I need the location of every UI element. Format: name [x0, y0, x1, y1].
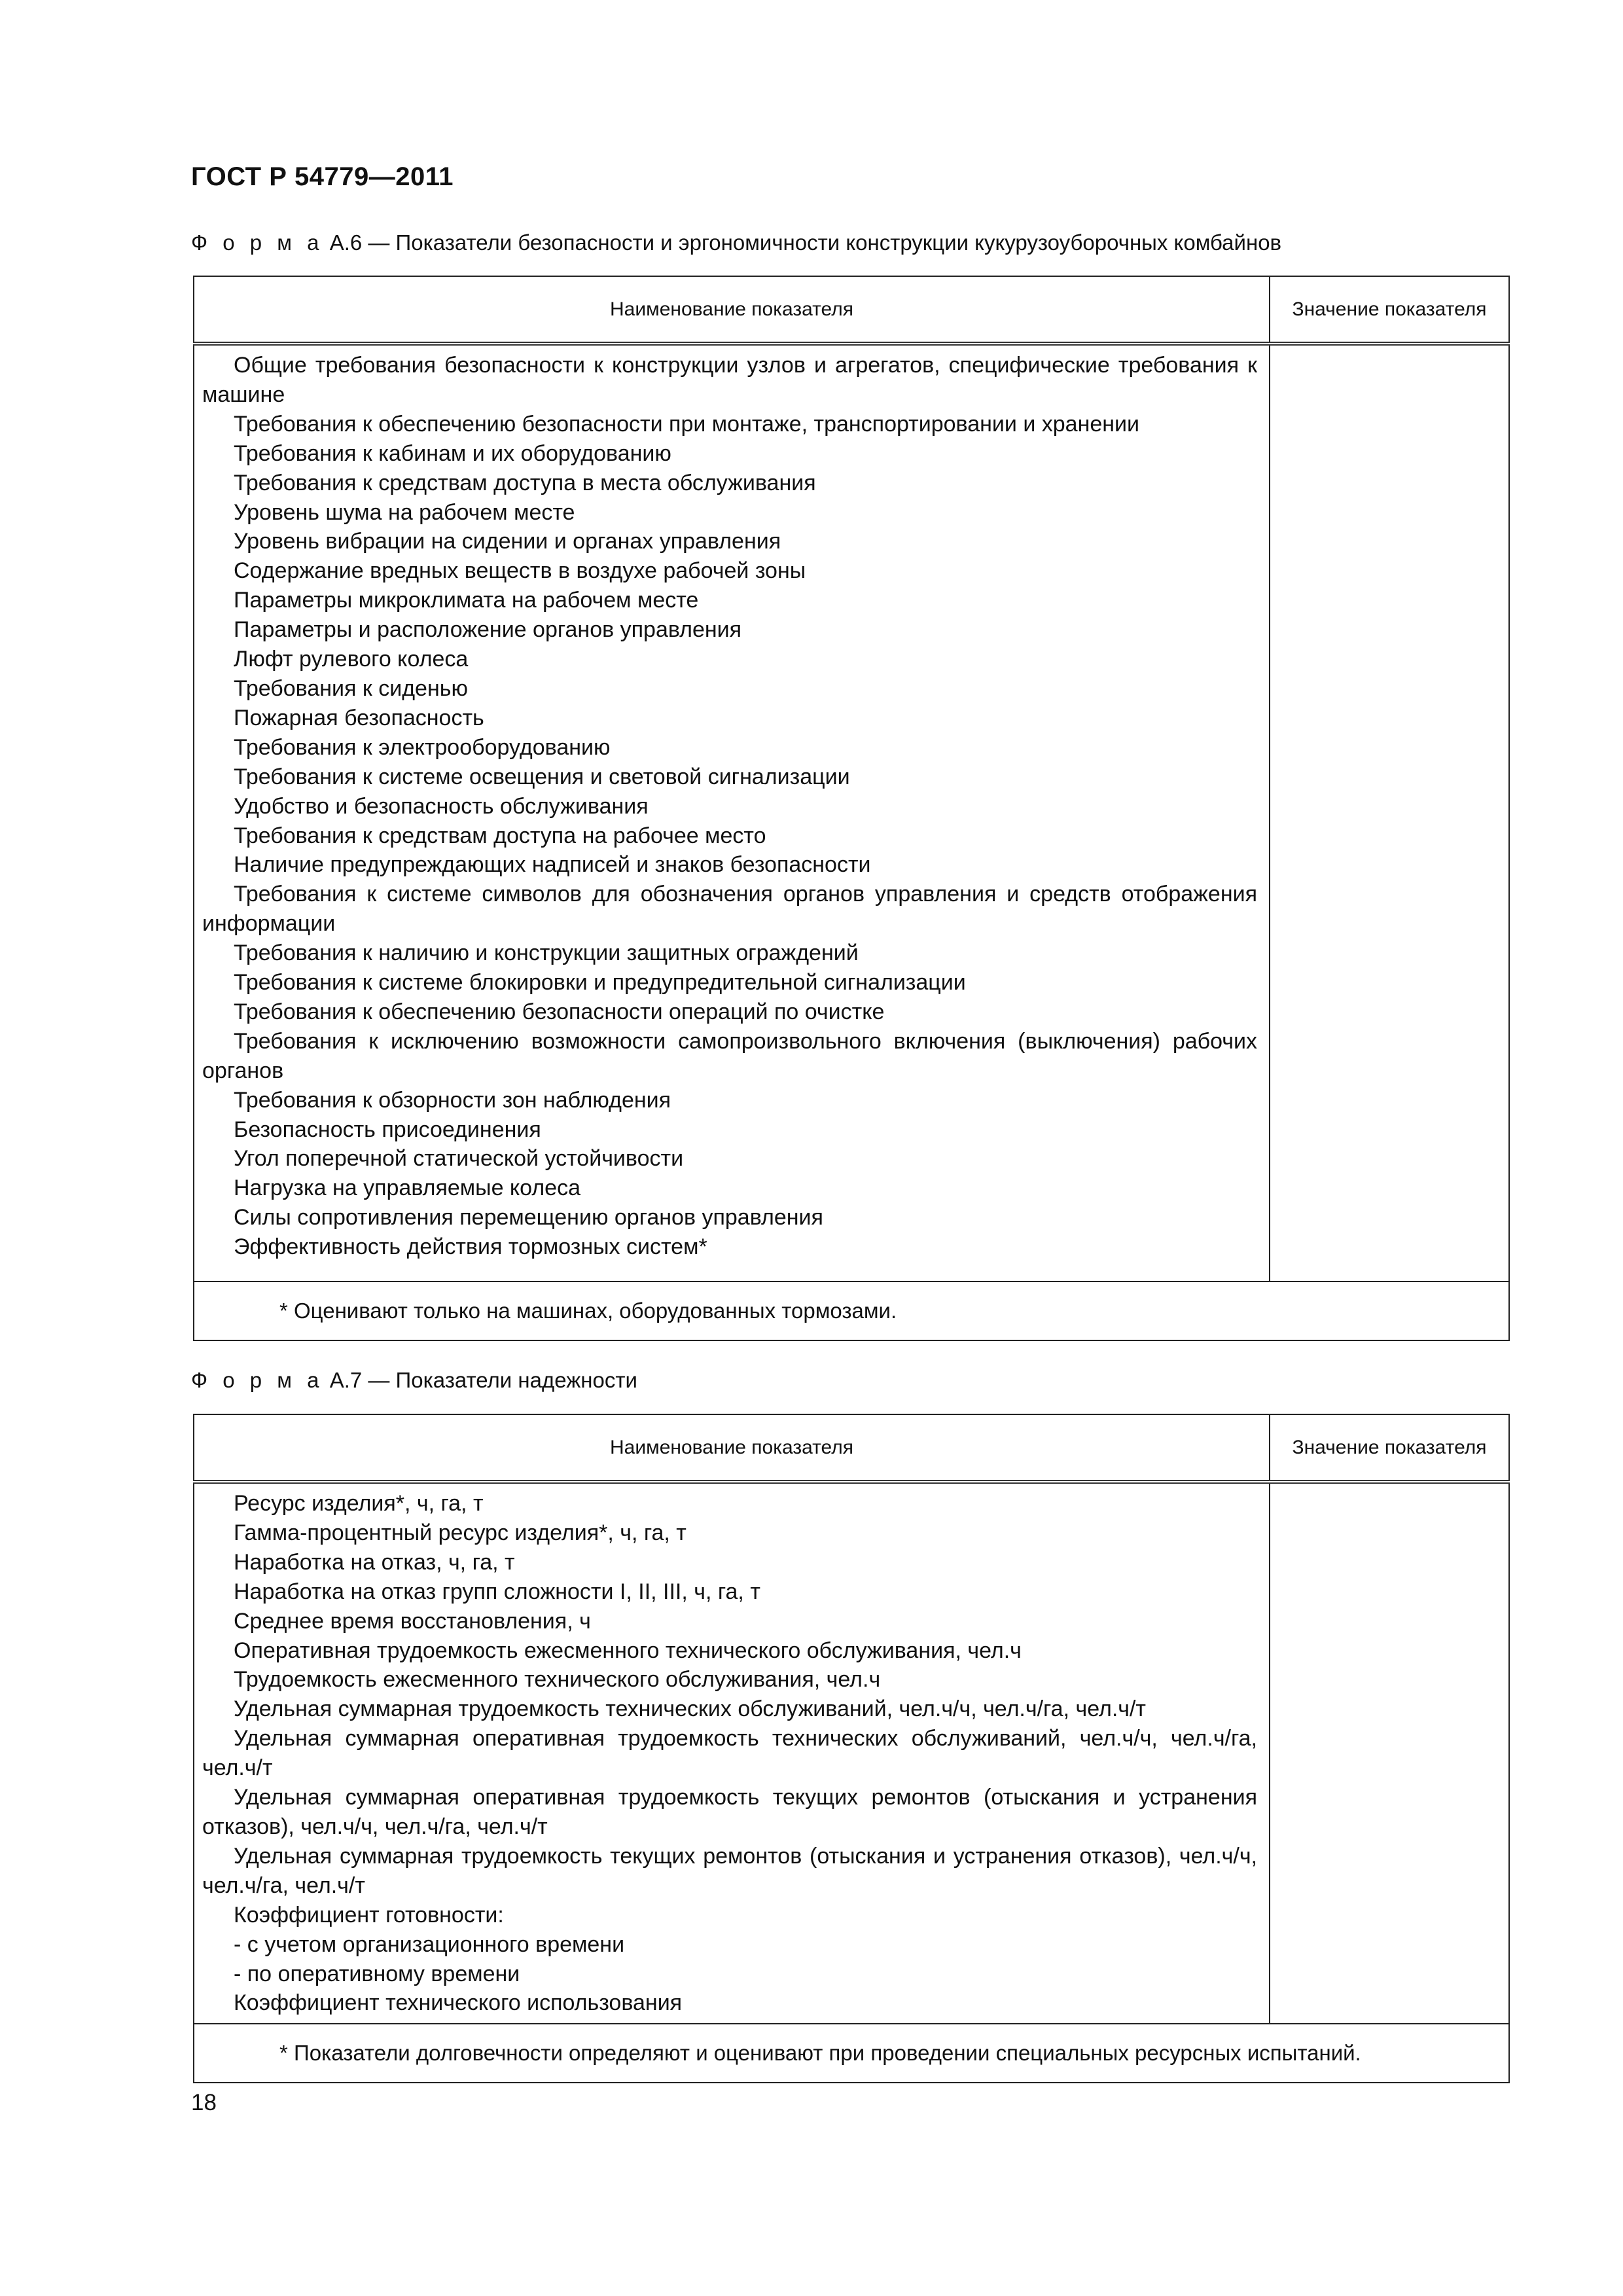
- list-item: Требования к обеспечению безопасности операций по очистке: [234, 999, 885, 1024]
- list-item: Требования к обзорности зон наблюдения: [234, 1087, 671, 1113]
- list-item: Удельная суммарная трудоемкость технических обслуживаний, чел.ч/ч, чел.ч/га, чел.ч/т: [234, 1696, 1146, 1722]
- list-item: Коэффициент технического использования: [234, 1990, 683, 2016]
- form-a6-caption: [191, 230, 1281, 255]
- list-item: Требования к обеспечению безопасности при монтаже, транспортировании и хранении: [234, 411, 1140, 437]
- list-item: - с учетом организационного времени: [234, 1931, 625, 1957]
- list-item: Уровень вибрации на сидении и органах управления: [234, 529, 781, 554]
- list-item: Безопасность присоединения: [234, 1117, 541, 1142]
- list-item: Параметры микроклимата на рабочем месте: [234, 588, 699, 613]
- list-item: Гамма-процентный ресурс изделия*, ч, га, т: [234, 1520, 687, 1545]
- list-item: Требования к наличию и конструкции защитных ограждений: [234, 941, 859, 966]
- list-item: Эффективность действия тормозных систем*: [234, 1234, 707, 1260]
- form-a6-body-row: [194, 344, 1509, 1282]
- list-item: Нагрузка на управляемые колеса: [234, 1175, 581, 1201]
- list-item: Пожарная безопасность: [234, 705, 484, 730]
- form-a7-header-row: [194, 1414, 1509, 1482]
- list-item: Наличие предупреждающих надписей и знаков безопасности: [234, 852, 871, 878]
- list-item: Требования к средствам доступа в места обслуживания: [234, 470, 816, 495]
- list-item: Уровень шума на рабочем месте: [234, 499, 575, 525]
- form-a6-caption-label: Ф о р м а: [191, 230, 324, 255]
- list-item: Требования к кабинам и их оборудованию: [234, 440, 671, 466]
- form-a6-footnote-row: [194, 1282, 1509, 1340]
- form-a6-col-value: Значение показателя: [1270, 276, 1509, 344]
- form-a7-col-name: Наименование показателя: [194, 1414, 1270, 1482]
- list-item: Требования к системе символов для обозначения органов управления и средств отображения информации: [202, 882, 1257, 937]
- form-a6-items: [194, 344, 1270, 1282]
- list-item: Требования к исключению возможности самопроизвольного включения (выключения) рабочих органов: [202, 1028, 1257, 1083]
- list-item: Содержание вредных веществ в воздухе рабочей зоны: [234, 558, 806, 584]
- form-a6-value-cell: [1270, 344, 1509, 1282]
- list-item: Параметры и расположение органов управления: [234, 617, 742, 643]
- list-item: Ресурс изделия*, ч, га, т: [234, 1491, 484, 1516]
- list-item: Удельная суммарная оперативная трудоемкость текущих ремонтов (отыскания и устранения отказов), чел.ч/ч, чел.ч/га, чел.ч/т: [202, 1785, 1257, 1839]
- list-item: Оперативная трудоемкость ежесменного технического обслуживания, чел.ч: [234, 1638, 1022, 1663]
- list-item: Общие требования безопасности к конструкции узлов и агрегатов, специфические требования к машине: [202, 353, 1257, 407]
- list-item: Удельная суммарная оперативная трудоемкость технических обслуживаний, чел.ч/ч, чел.ч/га, чел.ч/т: [202, 1726, 1257, 1781]
- list-item: Силы сопротивления перемещению органов управления: [234, 1205, 823, 1230]
- form-a7-caption: [191, 1368, 637, 1393]
- form-a6-footnote: * Оценивают только на машинах, оборудованных тормозами.: [194, 1282, 1509, 1340]
- form-a7-value-cell: [1270, 1482, 1509, 2024]
- form-a7-caption-text: А.7 — Показатели надежности: [329, 1368, 637, 1392]
- list-item: Требования к средствам доступа на рабочее место: [234, 823, 766, 848]
- list-item: Требования к системе освещения и световой сигнализации: [234, 764, 850, 789]
- form-a7-table: [193, 1414, 1510, 2083]
- form-a6-col-name: Наименование показателя: [194, 276, 1270, 344]
- list-item: Удобство и безопасность обслуживания: [234, 793, 649, 819]
- form-a7-body-row: [194, 1482, 1509, 2024]
- list-item: - по оперативному времени: [234, 1961, 520, 1986]
- page-number: 18: [191, 2090, 217, 2115]
- form-a6-header-row: [194, 276, 1509, 344]
- list-item: Трудоемкость ежесменного технического обслуживания, чел.ч: [234, 1667, 881, 1693]
- form-a7-footnote-row: [194, 2024, 1509, 2083]
- list-item: Коэффициент готовности:: [234, 1902, 504, 1928]
- list-item: Требования к электрооборудованию: [234, 734, 611, 760]
- list-item: Требования к системе блокировки и предупредительной сигнализации: [234, 970, 966, 996]
- form-a7-col-value: Значение показателя: [1270, 1414, 1509, 1482]
- list-item: Угол поперечной статической устойчивости: [234, 1146, 684, 1172]
- form-a7-caption-label: Ф о р м а: [191, 1368, 324, 1392]
- list-item: Наработка на отказ групп сложности I, II, III, ч, га, т: [234, 1579, 760, 1604]
- document-title: ГОСТ Р 54779—2011: [191, 162, 454, 191]
- form-a7-items: [194, 1482, 1270, 2024]
- list-item: Люфт рулевого колеса: [234, 647, 469, 672]
- list-item: Наработка на отказ, ч, га, т: [234, 1549, 515, 1575]
- form-a6-table: [193, 276, 1510, 1341]
- list-item: Требования к сиденью: [234, 675, 468, 701]
- list-item: Удельная суммарная трудоемкость текущих ремонтов (отыскания и устранения отказов), чел.ч/ч, чел.ч/га, чел.ч/т: [202, 1843, 1257, 1898]
- form-a6-caption-text: А.6 — Показатели безопасности и эргономичности конструкции кукурузоуборочных комбайнов: [329, 230, 1282, 255]
- form-a7-footnote: * Показатели долговечности определяют и оценивают при проведении специальных ресурсных испытаний.: [194, 2024, 1509, 2083]
- list-item: Среднее время восстановления, ч: [234, 1608, 591, 1634]
